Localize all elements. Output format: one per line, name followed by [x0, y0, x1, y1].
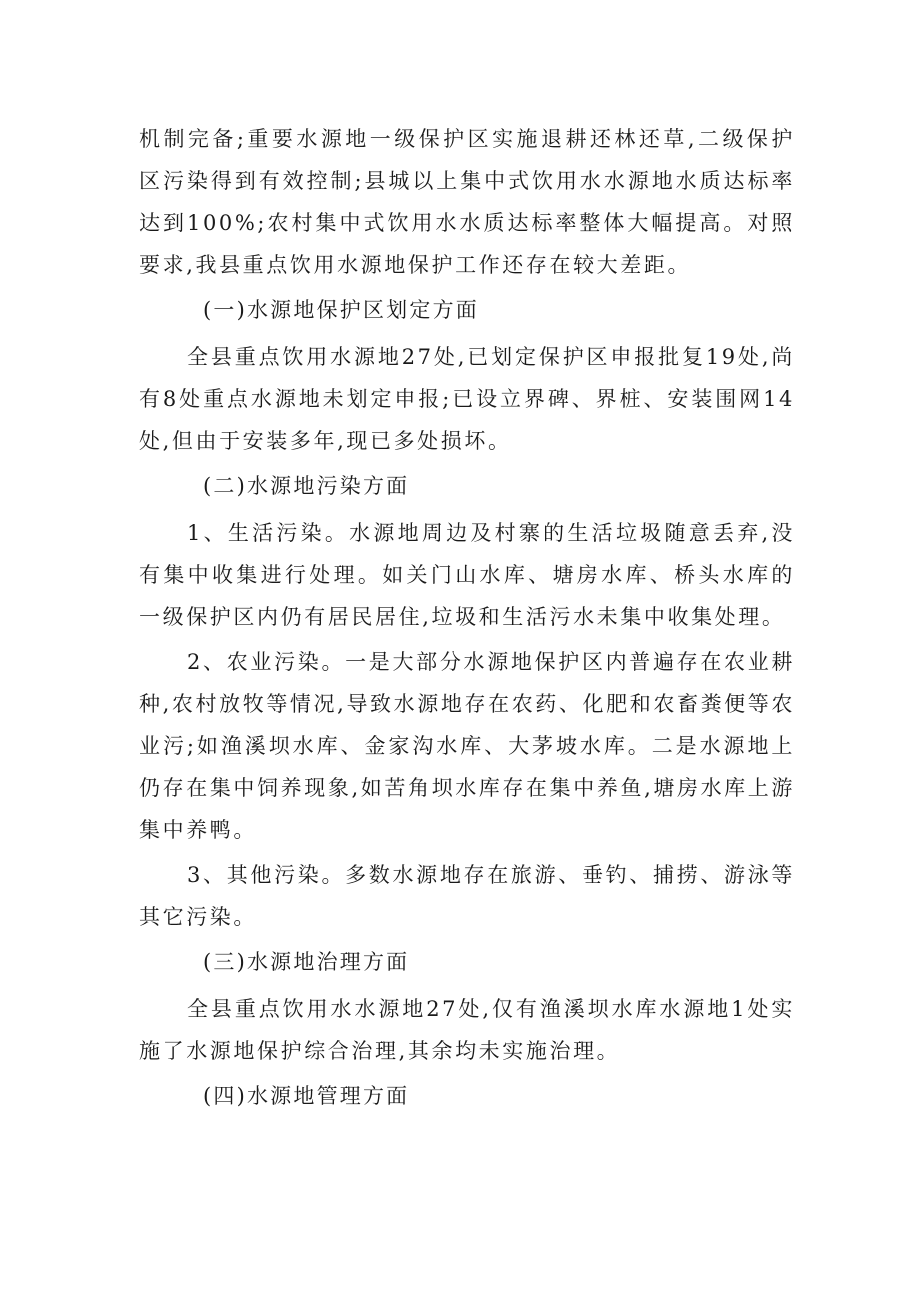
section-heading-treatment: (三)水源地治理方面 — [203, 950, 410, 974]
paragraph-protection-zone: 全县重点饮用水源地27处,已划定保护区申报批复19处,尚有8处重点水源地未划定申报;已设立界碑、界桩、安装围网14处,但由于安装多年,现已多处损坏。 — [139, 345, 795, 453]
section-heading-protection-zone: (一)水源地保护区划定方面 — [203, 298, 479, 322]
section-heading-pollution: (二)水源地污染方面 — [203, 474, 410, 498]
section-heading-management: (四)水源地管理方面 — [203, 1084, 410, 1108]
paragraph-treatment: 全县重点饮用水水源地27处,仅有渔溪坝水库水源地1处实施了水源地保护综合治理,其余均未实施治理。 — [139, 997, 795, 1063]
document-body — [139, 118, 795, 1122]
paragraph-requirements: 机制完备;重要水源地一级保护区实施退耕还林还草,二级保护区污染得到有效控制;县城以上集中式饮用水水源地水质达标率达到100%;农村集中式饮用水水质达标率整体大幅提高。对照要求,我县重点饮用水源地保护工作还存在较大差距。 — [139, 127, 795, 277]
paragraph-agricultural-pollution: 2、农业污染。一是大部分水源地保护区内普遍存在农业耕种,农村放牧等情况,导致水源地存在农药、化肥和农畜粪便等农业污;如渔溪坝水库、金家沟水库、大茅坡水库。二是水源地上仍存在集中饲养现象,如苦角坝水库存在集中养鱼,塘房水库上游集中养鸭。 — [139, 650, 795, 842]
paragraph-domestic-pollution: 1、生活污染。水源地周边及村寨的生活垃圾随意丢弃,没有集中收集进行处理。如关门山水库、塘房水库、桥头水库的一级保护区内仍有居民居住,垃圾和生活污水未集中收集处理。 — [139, 521, 795, 629]
paragraph-other-pollution: 3、其他污染。多数水源地存在旅游、垂钓、捕捞、游泳等其它污染。 — [139, 863, 795, 929]
